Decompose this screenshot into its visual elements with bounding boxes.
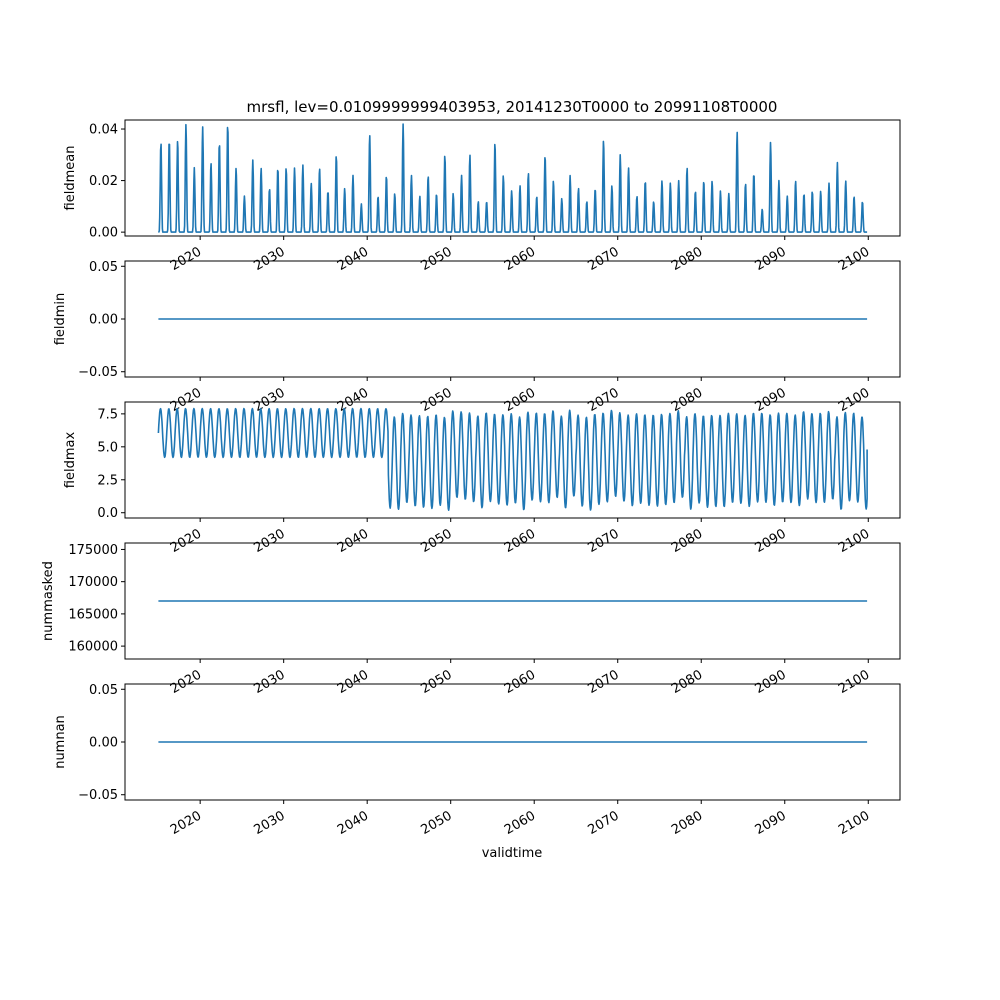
y-tick-label: 0.05 (89, 259, 118, 275)
x-tick-label: 2070 (585, 244, 622, 275)
y-tick-label: 2.5 (97, 473, 118, 489)
x-tick-label: 2080 (669, 244, 706, 275)
x-tick-label: 2100 (836, 667, 873, 698)
x-axis-label: validtime (481, 846, 543, 861)
x-tick-label: 2030 (251, 526, 288, 557)
x-tick-label: 2090 (752, 808, 789, 839)
x-tick-label: 2060 (502, 808, 539, 839)
x-tick-label: 2040 (335, 526, 372, 557)
chart-title: mrsfl, lev=0.0109999999403953, 20141230T0000 to 20991108T0000 (246, 98, 778, 116)
x-tick-label: 2070 (585, 385, 622, 416)
y-tick-label: 0.04 (89, 122, 118, 138)
x-tick-label: 2070 (585, 526, 622, 557)
x-tick-label: 2050 (418, 385, 455, 416)
x-tick-label: 2050 (418, 526, 455, 557)
x-tick-label: 2030 (251, 385, 288, 416)
panel-nummasked (41, 543, 900, 697)
x-tick-label: 2080 (669, 526, 706, 557)
x-tick-label: 2080 (669, 808, 706, 839)
x-tick-label: 2020 (168, 526, 205, 557)
x-tick-label: 2040 (335, 667, 372, 698)
y-tick-label: 7.5 (97, 407, 118, 423)
x-tick-label: 2100 (836, 526, 873, 557)
y-axis-label: numnan (53, 715, 68, 769)
x-tick-label: 2030 (251, 244, 288, 275)
x-tick-label: 2060 (502, 667, 539, 698)
x-tick-label: 2100 (836, 808, 873, 839)
panel-fieldmean (63, 120, 900, 274)
x-tick-label: 2100 (836, 244, 873, 275)
y-tick-label: 0.05 (89, 682, 118, 698)
y-tick-label: 160000 (68, 639, 118, 655)
y-tick-label: 0.0 (97, 506, 118, 522)
x-tick-label: 2020 (168, 808, 205, 839)
y-tick-label: 0.00 (89, 735, 118, 751)
x-tick-label: 2070 (585, 667, 622, 698)
subplot-grid (41, 120, 900, 838)
x-tick-label: 2080 (669, 385, 706, 416)
y-tick-label: 165000 (68, 607, 118, 623)
panel-fieldmax (63, 402, 900, 556)
y-tick-label: 5.0 (97, 440, 118, 456)
x-tick-label: 2090 (752, 244, 789, 275)
x-tick-label: 2080 (669, 667, 706, 698)
x-tick-label: 2040 (335, 808, 372, 839)
x-tick-label: 2060 (502, 526, 539, 557)
x-tick-label: 2100 (836, 385, 873, 416)
y-tick-label: 0.00 (89, 225, 118, 241)
y-axis-label: nummasked (41, 561, 56, 641)
x-tick-label: 2030 (251, 808, 288, 839)
y-axis-label: fieldmin (53, 292, 68, 346)
panel-numnan (53, 683, 900, 838)
x-tick-label: 2030 (251, 667, 288, 698)
y-tick-label: 0.00 (89, 312, 118, 328)
x-tick-label: 2020 (168, 667, 205, 698)
x-tick-label: 2060 (502, 244, 539, 275)
x-tick-label: 2060 (502, 385, 539, 416)
x-tick-label: 2040 (335, 244, 372, 275)
x-tick-label: 2090 (752, 667, 789, 698)
x-tick-label: 2050 (418, 808, 455, 839)
x-tick-label: 2020 (168, 385, 205, 416)
series-line-fieldmean (158, 124, 867, 232)
x-tick-label: 2020 (168, 244, 205, 275)
y-tick-label: −0.05 (78, 788, 118, 804)
x-tick-label: 2090 (752, 526, 789, 557)
panel-fieldmin (53, 260, 900, 415)
y-tick-label: 175000 (68, 542, 118, 558)
x-tick-label: 2050 (418, 244, 455, 275)
x-tick-label: 2040 (335, 385, 372, 416)
x-tick-label: 2090 (752, 385, 789, 416)
y-tick-label: 170000 (68, 575, 118, 591)
x-tick-label: 2070 (585, 808, 622, 839)
x-tick-label: 2050 (418, 667, 455, 698)
series-line-fieldmax (158, 409, 867, 511)
y-axis-label: fieldmean (63, 145, 78, 211)
y-axis-label: fieldmax (63, 431, 78, 489)
y-tick-label: 0.02 (89, 174, 118, 190)
y-tick-label: −0.05 (78, 365, 118, 381)
